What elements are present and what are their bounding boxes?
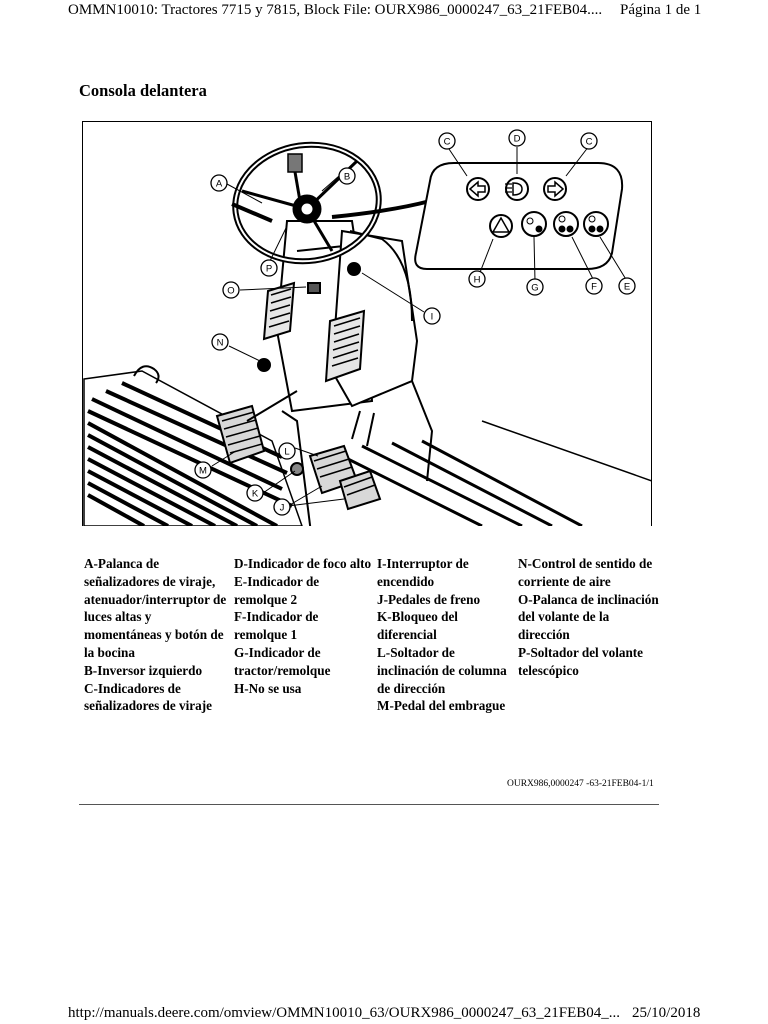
legend-item-l: L-Soltador de inclinación de columna de dirección [377,644,507,696]
section-title: Consola delantera [79,81,207,100]
svg-text:B: B [343,171,351,183]
svg-text:M: M [199,465,207,477]
svg-text:J: J [279,502,285,514]
svg-text:H: H [473,274,481,286]
legend-item-e: E-Indicador de remolque 2 [234,573,320,607]
legend-item-m: M-Pedal del embrague [377,698,506,714]
callout-p [261,260,277,276]
callout-g [527,279,543,295]
svg-text:K: K [251,488,259,500]
svg-text:O: O [227,285,235,297]
callout-k [247,485,263,501]
svg-text:C: C [443,136,451,148]
legend-item-o: O-Palanca de inclinación del volante de la dirección [518,591,659,643]
callout-m [195,462,211,478]
svg-text:D: D [513,133,521,145]
legend-item-f: F-Indicador de remolque 1 [234,609,319,643]
header-document-title: OMMN10010: Tractores 7715 y 7815, Block File: OURX986_0000247_63_21FEB04.... [68,2,603,18]
callout-j [274,499,290,515]
legend-column-4 [518,555,663,680]
indicator-panel [415,163,622,269]
callout-d [509,130,525,146]
svg-text:N: N [216,337,224,349]
callout-i [424,308,440,324]
legend-item-c: C-Indicadores de señalizadores de viraje [84,680,212,714]
callout-l [279,443,295,459]
legend-item-p: P-Soltador del volante telescópico [518,644,644,678]
footer-url: http://manuals.deere.com/omview/OMMN10010_63/OURX986_0000247_63_21FEB04_... [68,1005,621,1021]
callout-a [211,175,227,191]
svg-text:A: A [215,178,223,190]
legend-column-2 [234,555,374,697]
console-illustration [82,121,652,526]
header-page-number: Página 1 de 1 [620,2,702,18]
callout-h [469,271,485,287]
legend-item-a: A-Palanca de señalizadores de viraje, atenuador/interruptor de luces altas y momentáneas y botón de la bocina [84,556,227,660]
svg-text:P: P [265,263,273,275]
console-drawing [82,121,652,526]
legend-item-g: G-Indicador de tractor/remolque [234,644,331,678]
callout-c-left [439,133,455,149]
svg-text:G: G [531,282,539,294]
legend-item-n: N-Control de sentido de corriente de aire [518,556,653,589]
legend-item-b: B-Inversor izquierdo [84,662,203,678]
legend-column-3 [377,555,512,715]
svg-text:E: E [623,281,631,293]
footer-date: 25/10/2018 [632,1005,701,1021]
figure-reference-code: OURX986,0000247 -63-21FEB04-1/1 [507,779,654,789]
svg-text:L: L [284,446,290,458]
legend-item-k: K-Bloqueo del diferencial [377,609,458,643]
callout-n [212,334,228,350]
legend-item-i: I-Interruptor de encendido [377,556,469,589]
callout-o [223,282,239,298]
callout-c-right [581,133,597,149]
callout-e [619,278,635,294]
legend-item-h: H-No se usa [234,680,302,696]
callout-b [339,168,355,184]
legend-column-1 [84,555,232,715]
legend-item-j: J-Pedales de freno [377,591,481,607]
svg-text:C: C [585,136,593,148]
svg-text:I: I [430,311,434,323]
callout-f [586,278,602,294]
legend-item-d: D-Indicador de foco alto [234,556,372,571]
svg-text:F: F [591,281,597,293]
section-divider [79,804,659,805]
